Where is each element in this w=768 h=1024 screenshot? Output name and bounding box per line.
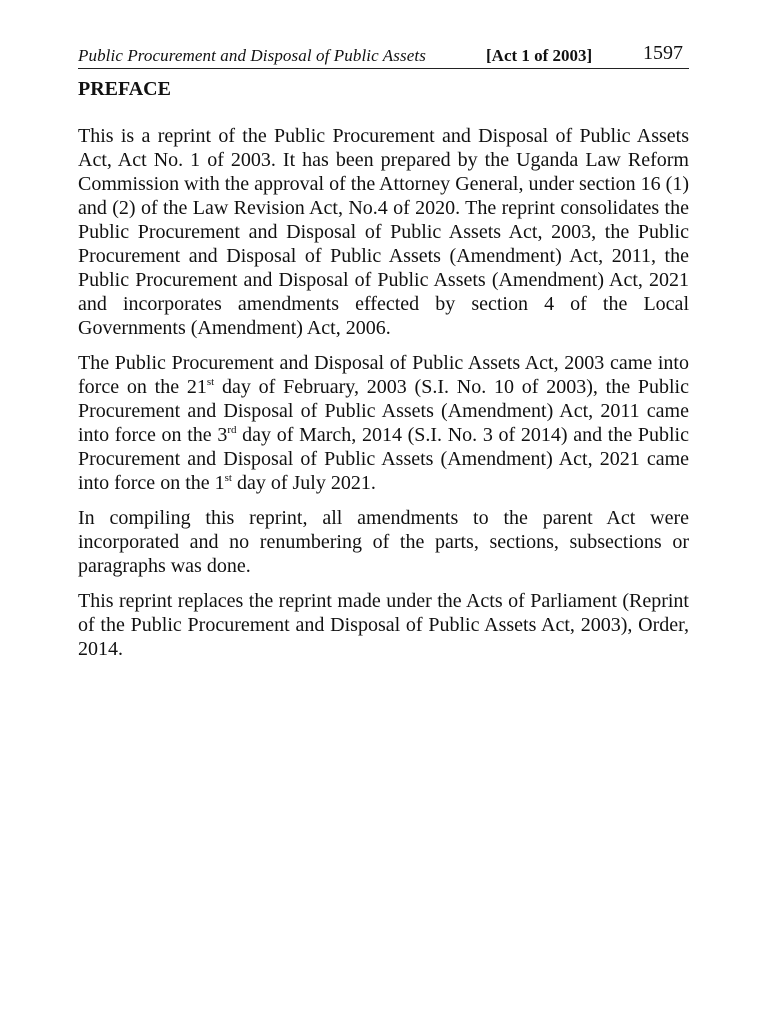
body-text <box>78 124 689 661</box>
paragraph-1: This is a reprint of the Public Procurement and Disposal of Public Assets Act, Act No. 1 of 2003. It has been prepared by the Uganda Law Reform Commission with the approval of the Attorney General, under section 16 (1) and (2) of the Law Revision Act, No.4 of 2020. The reprint consolidates the Public Procurement and Disposal of Public Assets Act, 2003, the Public Procurement and Disposal of Public Assets (Amendment) Act, 2011, the Public Procurement and Disposal of Public Assets (Amendment) Act, 2021 and incorporates amendments effected by section 4 of the Local Governments (Amendment) Act, 2006. <box>78 125 689 339</box>
paragraph-2-text-4: day of July 2021. <box>231 472 376 494</box>
ordinal-suffix-3: st <box>224 472 232 484</box>
section-heading: PREFACE <box>78 78 171 100</box>
header-act-reference: [Act 1 of 2003] <box>486 46 593 65</box>
page-number: 1597 <box>643 42 683 64</box>
running-header <box>78 40 689 69</box>
paragraph-2-text-1: The Public Procurement and Disposal of Public Assets Act, 2003 came into force on the 21 <box>78 352 689 398</box>
paragraph-2-text-2: day of February, 2003 (S.I. No. 10 of 2003), the Public Procurement and Disposal of Public Assets (Amendment) Act, 2011 came into force on the 3 <box>78 376 689 446</box>
ordinal-suffix-1: st <box>206 376 215 388</box>
paragraph-3: In compiling this reprint, all amendments to the parent Act were incorporated and no renumbering of the parts, sections, subsections or paragraphs was done. <box>78 507 689 577</box>
paragraph-2-text-3: day of March, 2014 (S.I. No. 3 of 2014) and the Public Procurement and Disposal of Public Assets (Amendment) Act, 2021 came into force on the 1 <box>78 424 689 494</box>
paragraph-2 <box>78 351 689 495</box>
ordinal-suffix-2: rd <box>227 424 237 436</box>
document-page <box>78 40 689 672</box>
paragraph-4: This reprint replaces the reprint made under the Acts of Parliament (Reprint of the Public Procurement and Disposal of Public Assets Act, 2003), Order, 2014. <box>78 590 689 660</box>
header-title: Public Procurement and Disposal of Public Assets <box>78 46 426 65</box>
